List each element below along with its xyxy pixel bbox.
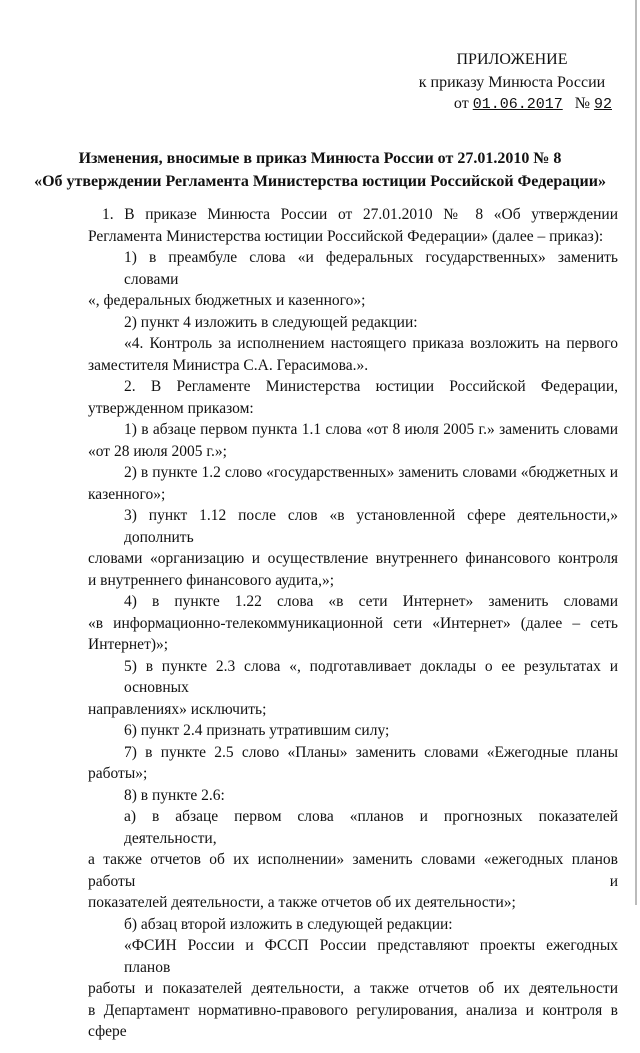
text-line: а также отчетов об их исполнении» заменить словами «ежегодных планов работы и — [88, 851, 618, 890]
text-line: «, федеральных бюджетных и казенного»; — [88, 292, 366, 309]
text-line: показателей деятельности, а также отчетов об их деятельности»; — [88, 894, 516, 911]
text-line: 1. В приказе Минюста России от 27.01.2010 № 8 «Об утверждении — [102, 206, 618, 223]
document-title-line-2: «Об утверждении Регламента Министерства юстиции Российской Федерации» — [34, 173, 606, 190]
text-line: 4) в пункте 1.22 слова «в сети Интернет» заменить словами — [124, 593, 618, 610]
text-line: «4. Контроль за исполнением настоящего приказа возложить на первого — [124, 335, 618, 352]
text-line: направлениях» исключить; — [88, 700, 267, 718]
text-line: в Департамент нормативно-правового регулирования, анализа и контроля в сфере — [88, 1001, 618, 1040]
text-line: 2) в пункте 1.2 слово «государственных» заменить словами «бюджетных и — [124, 464, 618, 481]
text-line: работы и показателей деятельности, а также отчетов об их деятельности — [88, 980, 618, 997]
text-line: утвержденном приказом: — [88, 399, 254, 417]
text-line: 2) пункт 4 изложить в следующей редакции: — [124, 313, 418, 331]
text-line: 5) в пункте 2.3 слова «, подготавливает доклады о ее результатах и основных — [124, 657, 618, 696]
document-body — [88, 0, 618, 1053]
text-line: 8) в пункте 2.6: — [124, 786, 225, 804]
text-line: заместителя Министра С.А. Герасимова.». — [88, 356, 369, 374]
text-line: «ФСИН России и ФССП России представляют проекты ежегодных планов — [124, 937, 618, 976]
text-line: 6) пункт 2.4 признать утратившим силу; — [124, 722, 390, 739]
text-line: словами «организацию и осуществление внутреннего финансового контроля — [88, 550, 618, 567]
text-line: «от 28 июля 2005 г.»; — [88, 442, 227, 460]
text-line: 1) в преамбуле слова «и федеральных государственных» заменить словами — [124, 249, 618, 288]
text-line: 3) пункт 1.12 после слов «в установленной сфере деятельности,» дополнить — [124, 507, 618, 546]
appendix-subtitle: к приказу Минюста России — [418, 74, 606, 91]
text-line: Интернет)»; — [88, 636, 169, 653]
text-line: казенного»; — [88, 485, 166, 503]
text-line: 2. В Регламенте Министерства юстиции Российской Федерации, — [124, 378, 618, 395]
order-number: 92 — [593, 96, 612, 113]
document-title-line-1: Изменения, вносимые в приказ Минюста России от 27.01.2010 № 8 — [78, 150, 562, 167]
text-line: «в информационно-телекоммуникационной сети «Интернет» (далее – сеть — [88, 614, 618, 632]
text-line: работы»; — [88, 765, 148, 782]
text-line: Регламента Министерства юстиции Российской Федерации» (далее – приказ): — [88, 227, 604, 245]
text-line: 1) в абзаце первом пункта 1.1 слова «от 8 июля 2005 г.» заменить словами — [124, 421, 618, 438]
text-line: б) абзац второй изложить в следующей редакции: — [124, 915, 453, 933]
scan-edge — [635, 0, 637, 905]
text-line: а) в абзаце первом слова «планов и прогнозных показателей деятельности, — [124, 808, 618, 847]
text-line: 7) в пункте 2.5 слово «Планы» заменить словами «Ежегодные планы — [124, 743, 618, 761]
number-prefix: № — [574, 95, 590, 112]
date-prefix: от — [453, 95, 469, 112]
text-line: и внутреннего финансового аудита,»; — [88, 571, 335, 589]
appendix-label: ПРИЛОЖЕНИЕ — [456, 51, 568, 68]
order-date: 01.06.2017 — [472, 96, 563, 113]
